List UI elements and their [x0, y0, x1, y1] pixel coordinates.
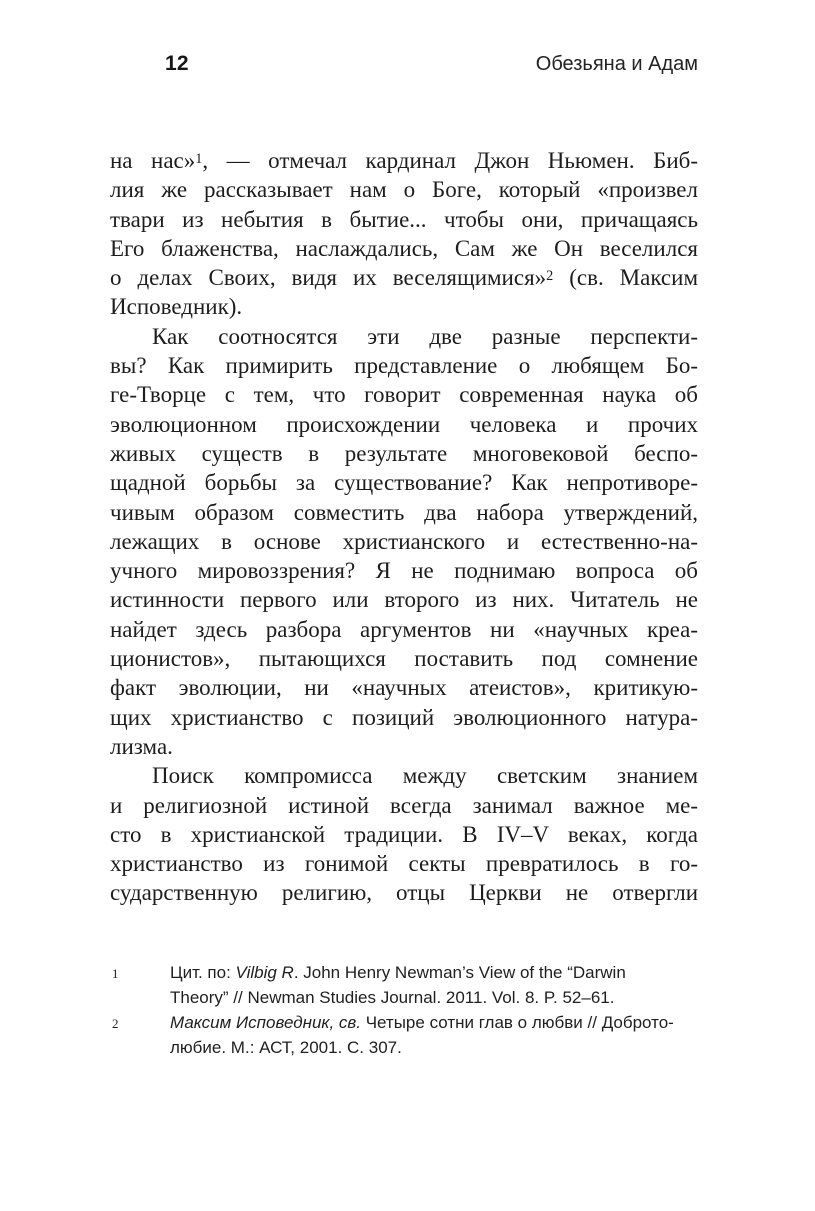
text-segment: щих христианство с позиций эволюционного натура-	[110, 704, 698, 730]
running-title: Обезьяна и Адам	[535, 53, 698, 75]
text-line	[110, 263, 698, 292]
text-line	[110, 380, 698, 409]
text-segment: христианство из гонимой секты превратилось в го-	[110, 851, 698, 877]
text-line	[110, 703, 698, 732]
text-segment: лия же рассказывает нам о Боге, который «произвел	[110, 177, 698, 203]
text-segment: Поиск компромисса между светским знанием	[152, 763, 698, 789]
text-segment: факт эволюции, ни «научных атеистов», критикую-	[110, 675, 698, 701]
body-text	[110, 146, 698, 908]
text-segment: на нас»	[110, 148, 196, 173]
text-segment: и религиозной истиной всегда занимал важное ме-	[110, 792, 698, 818]
italic-text: Vilbig R	[235, 963, 294, 982]
text-line	[110, 585, 698, 614]
text-segment: живых существ в результате многовековой беспо-	[110, 440, 698, 466]
footnote	[110, 960, 698, 1010]
text-line	[110, 292, 698, 321]
text-line	[110, 673, 698, 702]
text-segment: Как соотносятся эти две разные перспекти-	[152, 323, 698, 349]
text-segment: (св. Максим	[553, 265, 698, 291]
text-segment: Его блаженства, наслаждались, Сам же Он веселился	[110, 235, 698, 261]
text-line	[110, 468, 698, 497]
page-number: 12	[165, 52, 189, 75]
text-line	[110, 205, 698, 234]
text-segment: сударственную религию, отцы Церкви не отвергли	[110, 880, 698, 906]
text-line	[110, 351, 698, 380]
text-segment: Четыре сотни глав о любви // Доброто-	[360, 1013, 674, 1032]
page-header	[110, 52, 698, 76]
text-line	[110, 878, 698, 907]
text-line	[110, 820, 698, 849]
text-line	[110, 527, 698, 556]
footnote-marker: 2	[112, 1016, 119, 1031]
text-segment: . John Henry Newman’s View of the “Darwin	[293, 963, 626, 982]
footnote-marker: 1	[112, 966, 119, 981]
text-segment: ге-Творце с тем, что говорит современная наука об	[110, 382, 698, 408]
text-segment: эволюционном происхождении человека и прочих	[110, 411, 698, 437]
text-segment: о делах Своих, видя их веселящимися»	[110, 265, 547, 291]
text-line	[110, 498, 698, 527]
text-line	[110, 732, 698, 761]
footnote-line	[170, 985, 698, 1010]
text-line	[110, 791, 698, 820]
footnote-line	[170, 1010, 698, 1035]
text-segment: Исповедник).	[110, 294, 243, 320]
text-segment: Цит. по:	[170, 963, 236, 982]
text-line	[110, 556, 698, 585]
text-line	[110, 234, 698, 263]
text-segment: вы? Как примирить представление о любящем Бо-	[110, 353, 698, 379]
text-line	[110, 615, 698, 644]
text-line	[110, 439, 698, 468]
footnote	[110, 1010, 698, 1060]
text-segment: лежащих в основе христианского и естественно-на-	[110, 528, 698, 554]
footnote-line	[170, 960, 698, 985]
footnote-ref: 1	[195, 150, 203, 167]
text-line	[110, 410, 698, 439]
text-line	[110, 322, 698, 351]
text-segment: чивым образом совместить два набора утверждений,	[110, 499, 698, 525]
text-segment: лизма.	[110, 733, 173, 759]
footnotes	[110, 960, 698, 1060]
text-segment: сто в христианской традиции. В IV–V веках, когда	[110, 821, 698, 847]
footnote-ref: 2	[546, 267, 554, 284]
footnote-line	[170, 1035, 698, 1060]
text-segment: щадной борьбы за существование? Как непротиворе-	[110, 470, 698, 496]
text-segment: твари из небытия в бытие... чтобы они, причащаясь	[110, 206, 698, 232]
text-segment: найдет здесь разбора аргументов ни «научных креа-	[110, 616, 698, 642]
text-line	[110, 761, 698, 790]
text-line	[110, 849, 698, 878]
text-segment: любие. М.: АСТ, 2001. С. 307.	[170, 1038, 402, 1057]
text-segment: истинности первого или второго из них. Читатель не	[110, 587, 698, 613]
text-segment: учного мировоззрения? Я не поднимаю вопроса об	[110, 558, 698, 584]
text-line	[110, 175, 698, 204]
text-segment: , — отмечал кардинал Джон Ньюмен. Биб-	[202, 148, 698, 173]
text-segment: Theory” // Newman Studies Journal. 2011. Vol. 8. P. 52–61.	[170, 988, 615, 1007]
italic-text: Максим Исповедник, св.	[170, 1013, 361, 1032]
text-segment: ционистов», пытающихся поставить под сомнение	[110, 646, 698, 672]
text-line	[110, 146, 698, 175]
text-line	[110, 644, 698, 673]
